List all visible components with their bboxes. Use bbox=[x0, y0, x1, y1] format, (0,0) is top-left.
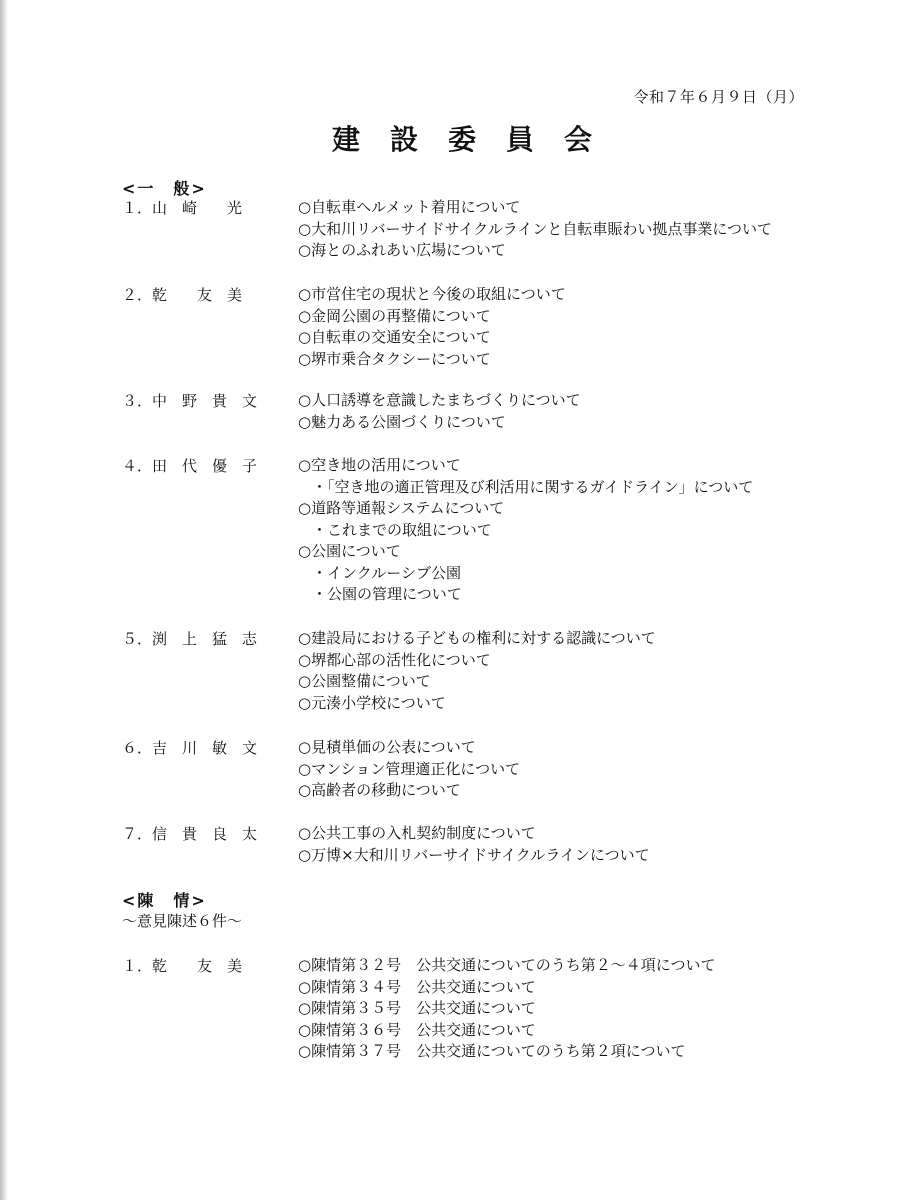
document-title: 建設委員会 bbox=[331, 123, 622, 156]
member-name: ６．吉 川 敏 文 bbox=[122, 739, 258, 757]
topic-item: ○陳情第３５号 公共交通について bbox=[298, 999, 536, 1017]
member-name: １．山 崎 光 bbox=[122, 199, 243, 217]
topic-item: ○建設局における子どもの権利に対する認識について bbox=[298, 629, 656, 647]
topic-item: ○陳情第３６号 公共交通について bbox=[298, 1020, 536, 1039]
topic-item: ○見積単価の公表について bbox=[298, 738, 476, 756]
page-edge-shadow bbox=[0, 0, 8, 1200]
topic-item: ○陳情第３４号 公共交通について bbox=[298, 977, 536, 996]
topic-list bbox=[298, 390, 581, 433]
petition-note: 〜意見陳述６件〜 bbox=[122, 912, 243, 930]
topic-item: ○市営住宅の現状と今後の取組について bbox=[298, 285, 566, 303]
topic-item: ○堺都心部の活性化について bbox=[298, 650, 491, 669]
sub-topic-item: ・これまでの取組について bbox=[312, 520, 492, 539]
topic-item: ○マンション管理適正化について bbox=[298, 759, 521, 778]
general-section-heading: <一 般> bbox=[122, 179, 207, 198]
topic-item: ○大和川リバーサイドサイクルラインと自転車賑わい拠点事業について bbox=[298, 219, 773, 238]
topic-item: ○陳情第３７号 公共交通についてのうち第２項について bbox=[298, 1042, 686, 1060]
topic-item: ○人口誘導を意識したまちづくりについて bbox=[298, 391, 581, 409]
sub-topic-item: ・インクルーシブ公園 bbox=[312, 563, 461, 582]
topic-item: ○金岡公園の再整備について bbox=[298, 306, 491, 325]
topic-item: ○公園整備について bbox=[298, 672, 431, 690]
topic-list bbox=[298, 197, 772, 262]
topic-list bbox=[298, 955, 716, 1063]
topic-item: ○魅力ある公園づくりについて bbox=[298, 412, 506, 431]
topic-list bbox=[298, 737, 520, 802]
topic-list bbox=[298, 823, 650, 866]
member-name: ５．渕 上 猛 志 bbox=[122, 630, 258, 648]
topic-item: ○公共工事の入札契約制度について bbox=[298, 824, 536, 842]
topic-list bbox=[298, 455, 753, 606]
member-name: ４．田 代 優 子 bbox=[122, 457, 258, 475]
topic-item: ○道路等通報システムについて bbox=[298, 499, 505, 517]
topic-item: ○堺市乗合タクシーについて bbox=[298, 349, 491, 368]
topic-item: ○高齢者の移動について bbox=[298, 781, 461, 799]
member-name: ３．中 野 貴 文 bbox=[122, 392, 258, 410]
topic-item: ○自転車の交通安全について bbox=[298, 328, 491, 346]
member-name: ２．乾 友 美 bbox=[122, 286, 243, 304]
member-name: １．乾 友 美 bbox=[122, 957, 243, 975]
topic-item: ○公園について bbox=[298, 542, 401, 560]
sub-topic-item: ・公園の管理について bbox=[312, 585, 462, 603]
member-name: ７．信 貴 良 太 bbox=[122, 825, 258, 843]
petition-section-heading: <陳 情> bbox=[122, 891, 207, 910]
topic-item: ○空き地の活用について bbox=[298, 456, 461, 474]
meeting-date: 令和７年６月９日（月） bbox=[633, 88, 804, 106]
topic-item: ○元湊小学校について bbox=[298, 693, 446, 712]
sub-topic-item: ・「空き地の適正管理及び利活用に関するガイドライン」について bbox=[312, 477, 754, 496]
topic-item: ○万博×大和川リバーサイドサイクルラインについて bbox=[298, 845, 650, 864]
topic-item: ○自転車ヘルメット着用について bbox=[298, 198, 521, 216]
topic-list bbox=[298, 284, 566, 370]
topic-item: ○海とのふれあい広場について bbox=[298, 241, 506, 259]
topic-item: ○陳情第３２号 公共交通についてのうち第２〜４項について bbox=[298, 956, 716, 974]
topic-list bbox=[298, 628, 656, 714]
